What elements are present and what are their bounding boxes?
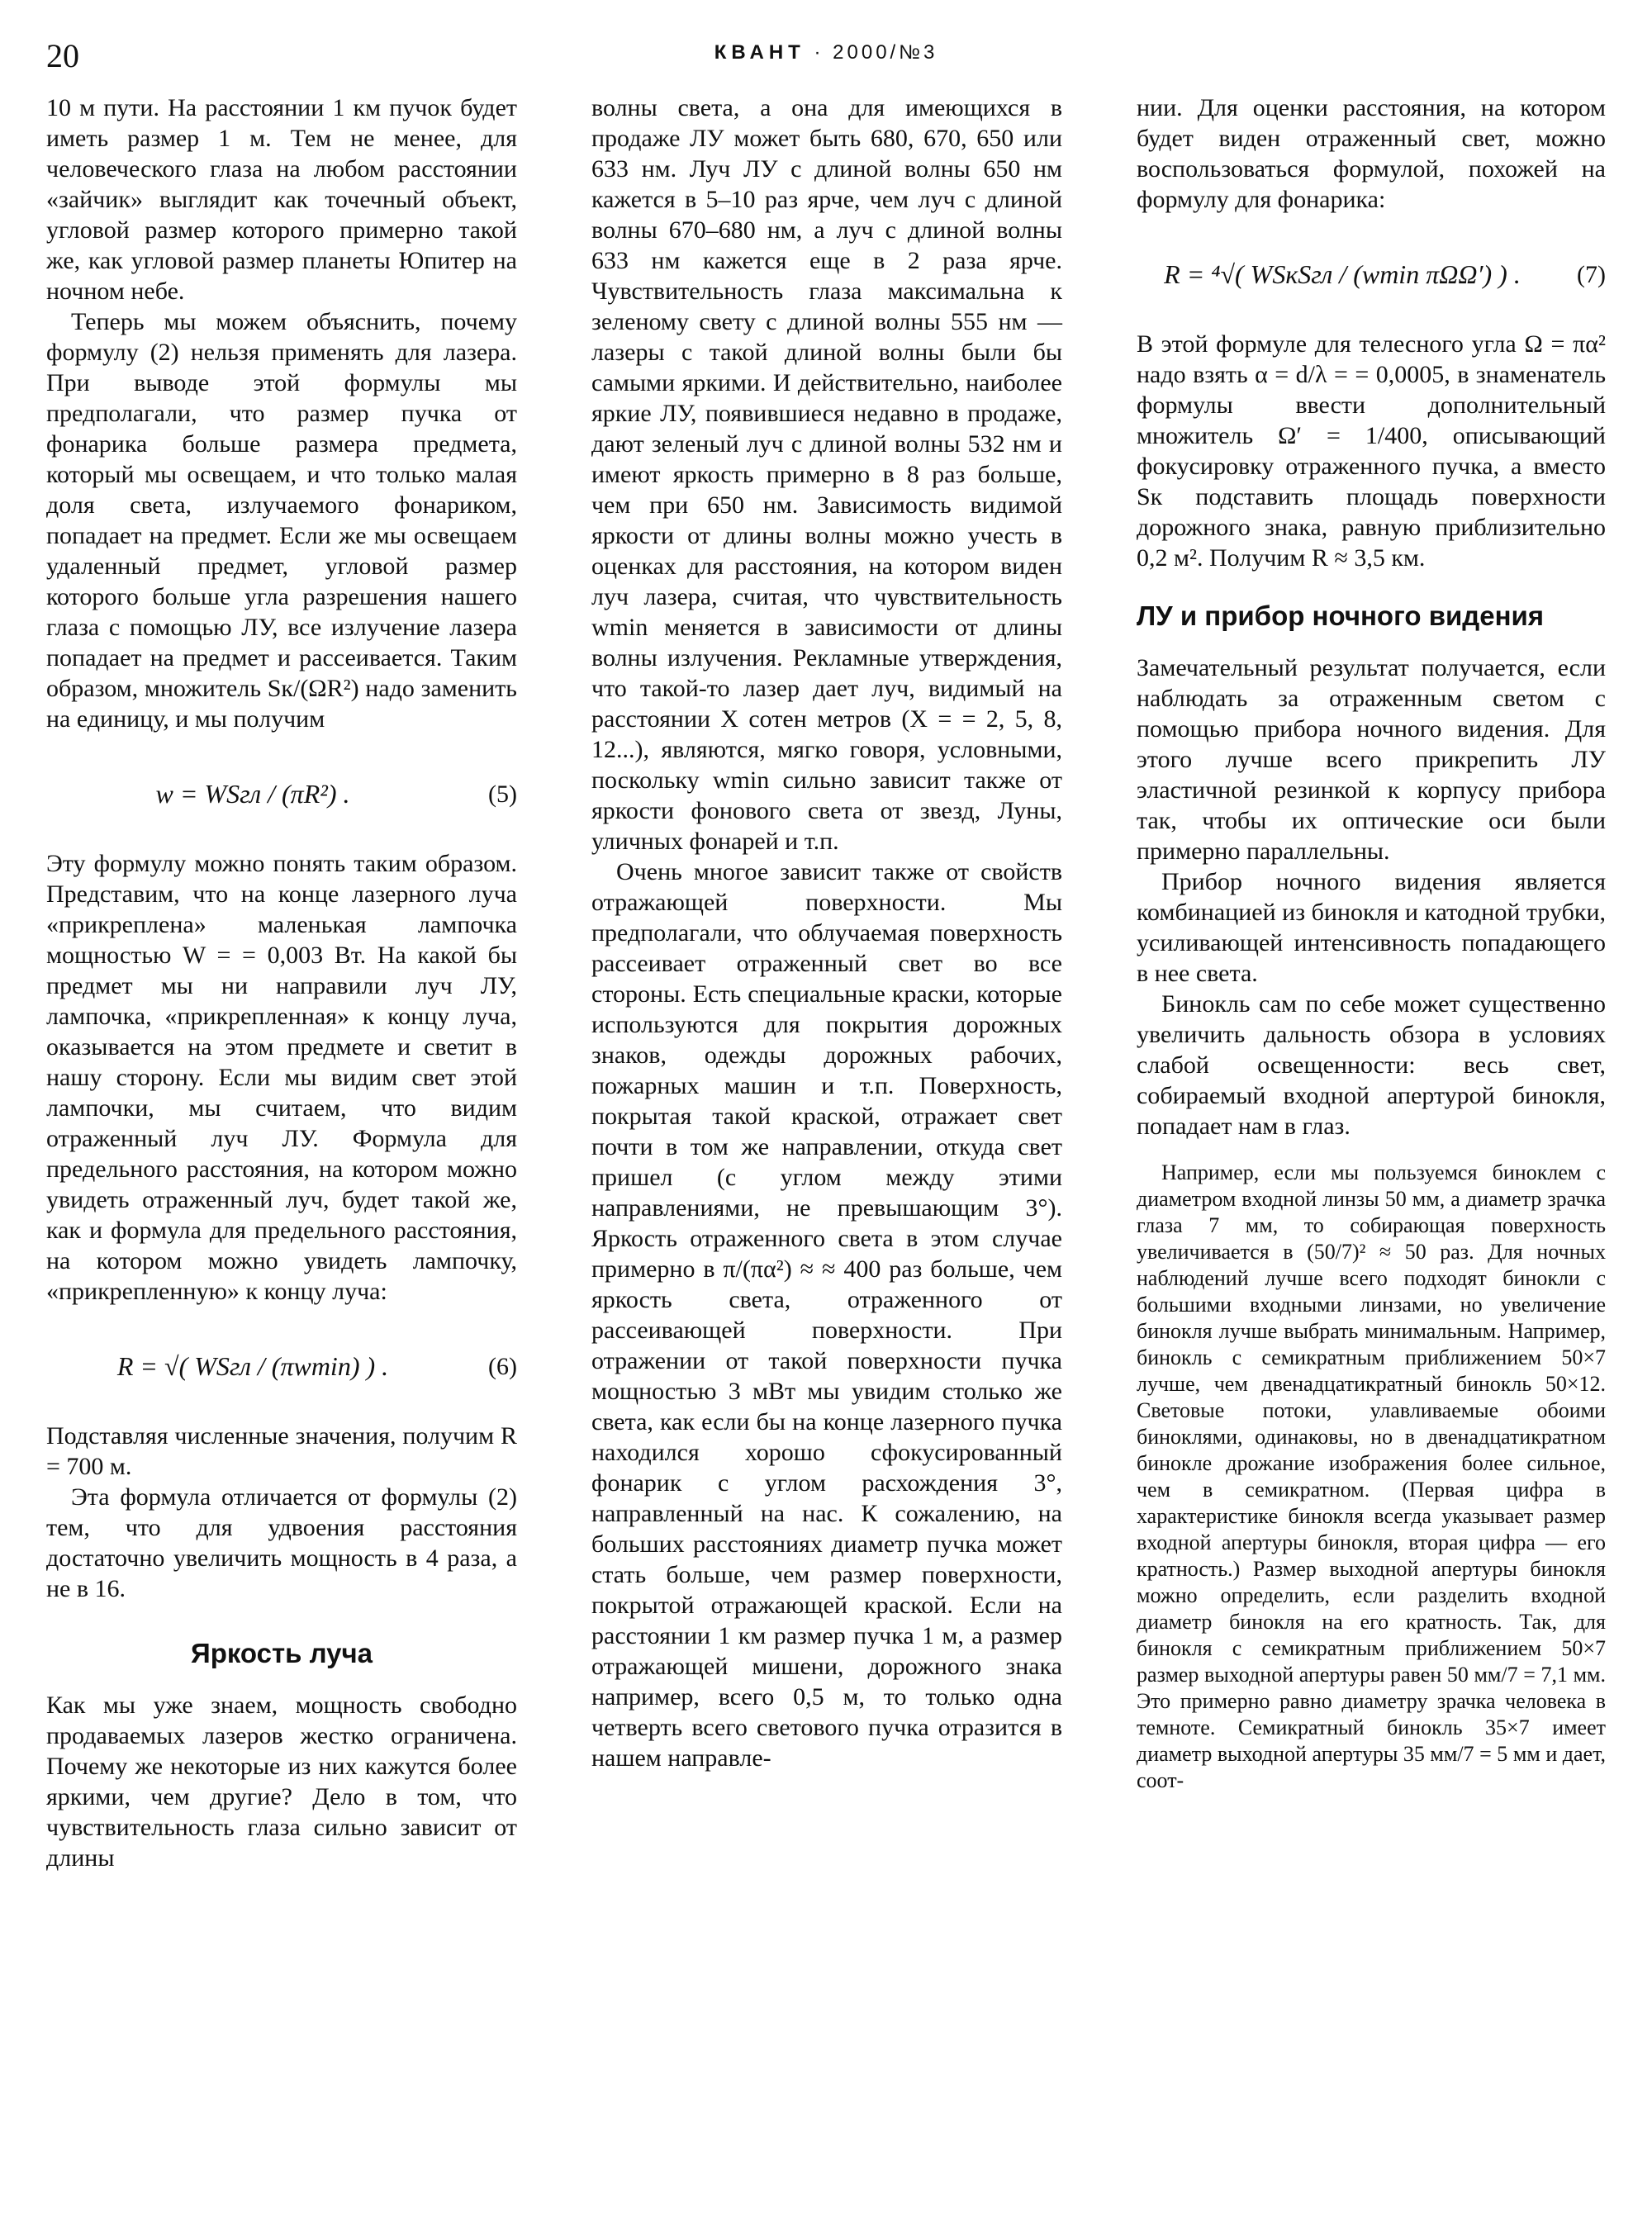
formula-number: (5) [488,780,517,808]
section-heading: Яркость луча [190,1638,373,1668]
column-2 [591,93,1062,1773]
formula-expression: R = √( WSгл / (πwmin) ) . [116,1350,389,1381]
small-print-paragraph: Например, если мы пользуемся биноклем с диаметром входной линзы 50 мм, а диаметр зрачка глаза 7 мм, то собирающая поверхность увеличивается в (50/7)² ≈ 50 раз. Для ночных наблюдений лучше всего подходят бинокли с большими входными линзами, но увеличение бинокля лучше выбрать минимальным. Например, бинокль с семикратным приближением 50×7 лучше, чем двенадцатикратный бинокль 50×12. Световые потоки, улавливаемые обоими биноклями, одинаковы, но в двенадцатикратном бинокле дрожание изображения более сильное, чем в семикратном. (Первая цифра в характеристике бинокля всегда указывает размер входной апертуры бинокля, вторая цифра — его кратность.) Размер выходной апертуры бинокля можно определить, если разделить входной диаметр бинокля на его кратность. Так, для бинокля с семикратным приближением 50×7 размер выходной апертуры равен 50 мм/7 = 7,1 мм. Это примерно равно диаметру зрачка человека в темноте. Семикратный бинокль 35×7 имеет диаметр выходной апертуры 35 мм/7 = 5 мм и дает, соот- [1137,1160,1606,1792]
paragraph: Замечательный результат получается, если наблюдать за отраженным светом с помощью прибора ночного видения. Для этого лучше всего прикрепить ЛУ эластичной резинкой к корпусу прибора так, чтобы их оптические оси были примерно параллельны. [1137,654,1606,865]
paragraph: 10 м пути. На расстоянии 1 км пучок будет иметь размер 1 м. Тем не менее, для человеческого глаза на любом расстоянии «зайчик» выглядит как точечный объект, угловой размер которого примерно такой же, как угловой размер планеты Юпитер на ночном небе. [46,94,517,305]
section-heading: ЛУ и прибор ночного видения [1137,600,1545,631]
formula-7 [1137,235,1606,314]
paragraph: Подставляя численные значения, получим R = 700 м. [46,1422,517,1480]
paragraph: нии. Для оценки расстояния, на котором будет виден отраженный свет, можно воспользоваться формулой, похожей на формулу для фонарика: [1137,94,1606,213]
issue-label: · 2000/№3 [814,41,938,64]
formula-number: (6) [488,1352,517,1380]
formula-expression: w = WSгл / (πR²) . [155,778,350,809]
paragraph: Как мы уже знаем, мощность свободно продаваемых лазеров жестко ограничена. Почему же некоторые из них кажутся более яркими, чем другие? Дело в том, что чувствительность глаза сильно зависит от длины [46,1692,517,1872]
paragraph: Бинокль сам по себе может существенно увеличить дальность обзора в условиях слабой освещенности: весь свет, собираемый входной апертурой бинокля, попадает нам в глаз. [1137,990,1606,1140]
formula-5 [46,754,517,833]
magazine-title: КВАНТ [714,41,805,64]
formula-expression: R = ⁴√( WSкSгл / (wmin πΩΩ′) ) . [1164,259,1521,289]
paragraph: Теперь мы можем объяснить, почему формулу (2) нельзя применять для лазера. При выводе этой формулы мы предполагали, что размер пучка от фонарика больше размера предмета, который мы освещаем, и что только малая доля света, излучаемого фонариком, попадает на предмет. Если же мы освещаем удаленный предмет, угловой размер которого больше угла разрешения нашего глаза с помощью ЛУ, все излучение лазера попадает на предмет и рассеивается. Таким образом, множитель Sк/(ΩR²) надо заменить на единицу, и мы получим [46,308,517,733]
paragraph: Прибор ночного видения является комбинацией из бинокля и катодной трубки, усиливающей интенсивность попадающего в нее света. [1137,868,1606,987]
formula-6 [46,1326,517,1406]
paragraph: волны света, а она для имеющихся в продаже ЛУ может быть 680, 670, 650 или 633 нм. Луч ЛУ с длиной волны 650 нм кажется в 5–10 раз ярче, чем луч с длиной волны 670–680 нм, а луч с длиной волны 633 нм кажется еще в 2 раза ярче. Чувствительность глаза максимальна к зеленому свету с длиной волны 555 нм — лазеры с такой длиной волны были бы самыми яркими. И действительно, наиболее яркие ЛУ, появившиеся недавно в продаже, дают зеленый луч с длиной волны 532 нм и имеют яркость примерно в 8 раз больше, чем при 650 нм. Зависимость видимой яркости от длины волны можно учесть в оценках для расстояния, на котором виден луч лазера, считая, что чувствительность wmin меняется в зависимости от длины волны излучения. Рекламные утверждения, что такой-то лазер дает луч, видимый на расстоянии X сотен метров (X = = 2, 5, 8, 12...), являются, мягко говоря, условными, поскольку wmin сильно зависит также от яркости фонового света от звезд, Луны, уличных фонарей и т.п. [591,94,1062,855]
paragraph: Очень многое зависит также от свойств отражающей поверхности. Мы предполагали, что облучаемая поверхность рассеивает отраженный свет во все стороны. Есть специальные краски, которые используются для покрытия дорожных знаков, одежды дорожных рабочих, пожарных машин и т.п. Поверхность, покрытая такой краской, отражает свет почти в том же направлении, откуда свет пришел (с углом между этими направлениями, не превышающим 3°). Яркость отраженного света в этом случае примерно в π/(πα²) ≈ ≈ 400 раз больше, чем яркость света, отраженного от рассеивающей поверхности. При отражении от такой поверхности пучка мощностью 3 мВт мы увидим столько же света, как если бы на конце лазерного пучка находился хорошо сфокусированный фонарик с углом расхождения 3°, направленный на нас. К сожалению, на больших расстояниях диаметр пучка может стать больше, чем размер поверхности, покрытой отражающей краской. Если на расстоянии 1 км размер пучка 1 м, а размер отражающей мишени, дорожного знака например, всего 0,5 м, то только одна четверть всего светового пучка отразится в нашем направле- [591,858,1062,1772]
paragraph: В этой формуле для телесного угла Ω = πα² надо взять α = d/λ = = 0,0005, в знаменатель формулы ввести дополнительный множитель Ω′ = 1/400, описывающий фокусировку отраженного пучка, а вместо Sк подставить площадь поверхности дорожного знака, равную приблизительно 0,2 м². Получим R ≈ 3,5 км. [1137,330,1606,572]
page-number: 20 [46,37,79,74]
paragraph: Эта формула отличается от формулы (2) тем, что для удвоения расстояния достаточно увеличить мощность в 4 раза, а не в 16. [46,1483,517,1602]
column-3 [1137,93,1606,1794]
column-1 [46,93,517,1873]
paragraph: Эту формулу можно понять таким образом. Представим, что на конце лазерного луча «прикреплена» маленькая лампочка мощностью W = = 0,003 Вт. На какой бы предмет мы ни направили луч ЛУ, лампочка, «прикрепленная» к концу луча, оказывается на этом предмете и светит в нашу сторону. Если мы видим свет этой лампочки, мы считаем, что видим отраженный луч ЛУ. Формула для предельного расстояния, на котором можно увидеть отраженный луч, будет такой же, как и формула для предельного расстояния, на котором можно увидеть лампочку, «прикрепленную» к концу луча: [46,850,517,1305]
page-header [46,36,1606,86]
formula-number: (7) [1577,260,1606,288]
running-head [46,41,1606,64]
